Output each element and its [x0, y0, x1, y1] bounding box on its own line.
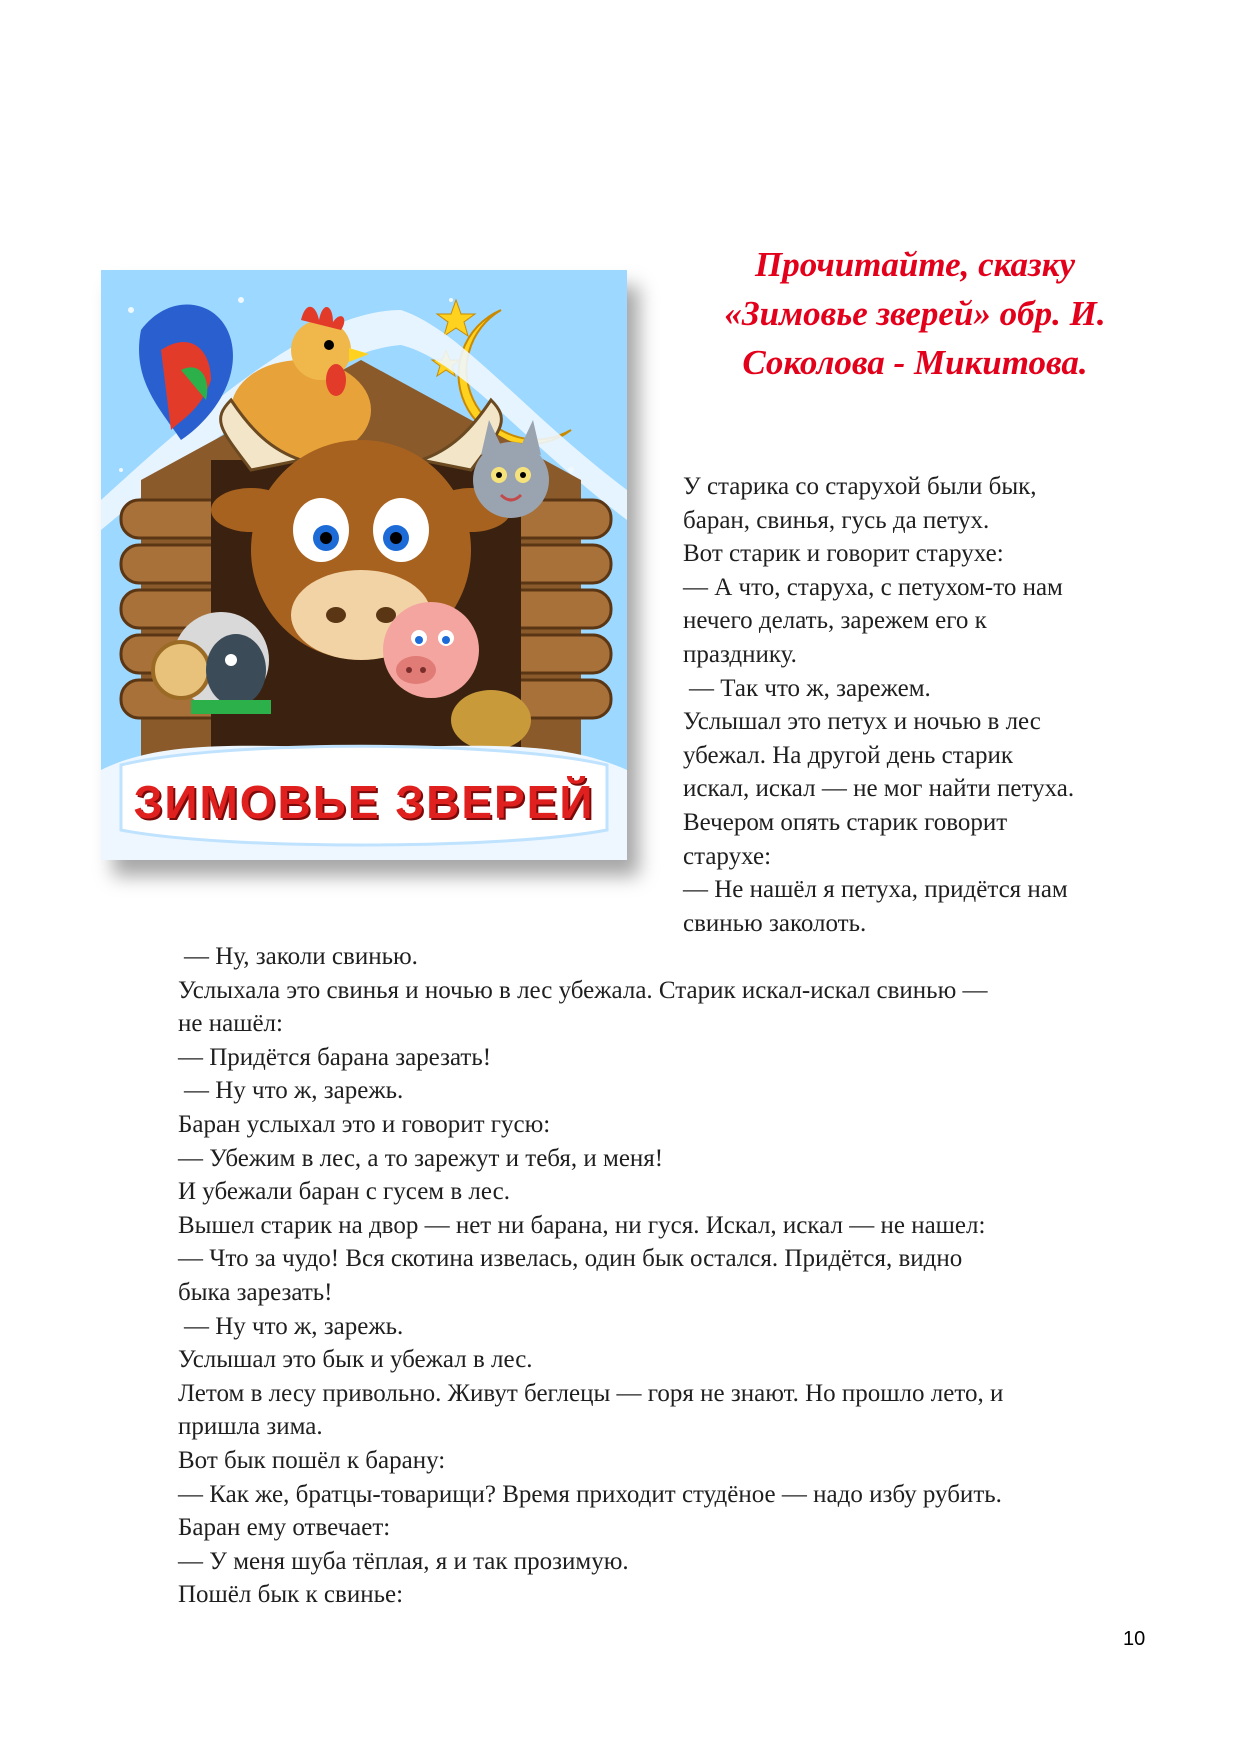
text-line: Услыхала это свинья и ночью в лес убежала. Старик искал-искал свинью —	[178, 976, 988, 1004]
heading-line: Прочитайте, сказку	[755, 245, 1075, 284]
text-line: Вот старик и говорит старухе:	[683, 540, 1004, 568]
text-line: — Так что ж, зарежем.	[689, 674, 931, 702]
text-line: — Как же, братцы-товарищи? Время приходит студёное — надо избу рубить.	[178, 1480, 1002, 1508]
text-line: искал, искал — не мог найти петуха.	[683, 775, 1075, 803]
text-line: Вышел старик на двор — нет ни барана, ни гуся. Искал, искал — не нашел:	[178, 1211, 986, 1239]
text-line: Баран ему отвечает:	[178, 1514, 391, 1542]
text-line: У старика со старухой были бык,	[683, 473, 1037, 500]
page-number: 10	[1123, 1628, 1146, 1650]
text-line: — Придётся барана зарезать!	[178, 1043, 492, 1071]
text-line: быка зарезать!	[178, 1278, 333, 1306]
story-text-right-column	[683, 470, 1074, 940]
cover-title: ЗИМОВЬЕ ЗВЕРЕЙ	[133, 776, 595, 828]
text-line: убежал. На другой день старик	[683, 741, 1014, 769]
text-line: Услышал это бык и убежал в лес.	[178, 1346, 533, 1374]
text-line: баран, свинья, гусь да петух.	[683, 506, 990, 534]
text-line: Вечером опять старик говорит	[683, 808, 1008, 836]
text-line: празднику.	[683, 640, 797, 668]
text-line: — А что, старуха, с петухом-то нам	[683, 573, 1063, 601]
text-line: — Что за чудо! Вся скотина извелась, один бык остался. Придётся, видно	[178, 1245, 963, 1273]
text-line: — Убежим в лес, а то зарежут и тебя, и меня!	[178, 1144, 664, 1172]
book-cover-image	[101, 270, 627, 860]
text-line: — Ну что ж, зарежь.	[184, 1077, 404, 1105]
heading-line: «Зимовье зверей» обр. И.	[724, 294, 1106, 333]
text-line: Летом в лесу привольно. Живут беглецы — горя не знают. Но прошло лето, и	[178, 1379, 1004, 1407]
heading-line: Соколова - Микитова.	[742, 343, 1088, 382]
text-line: Пошёл бык к свинье:	[178, 1581, 404, 1609]
text-line: пришла зима.	[178, 1413, 323, 1441]
text-line: — Ну что ж, зарежь.	[184, 1312, 404, 1340]
text-line: — Ну, заколи свинью.	[184, 943, 418, 970]
story-text-full-width	[178, 940, 1003, 1612]
text-line: свинью заколоть.	[683, 909, 867, 937]
text-line: — У меня шуба тёплая, я и так прозимую.	[178, 1547, 629, 1575]
cover-illustration	[101, 270, 627, 860]
text-line: не нашёл:	[178, 1010, 283, 1038]
text-line: нечего делать, зарежем его к	[683, 607, 987, 635]
page-heading	[665, 240, 1165, 387]
text-line: — Не нашёл я петуха, придётся нам	[683, 876, 1068, 904]
text-line: И убежали баран с гусем в лес.	[178, 1178, 510, 1206]
text-line: Услышал это петух и ночью в лес	[683, 708, 1041, 736]
text-line: Вот бык пошёл к барану:	[178, 1446, 446, 1474]
text-line: Баран услыхал это и говорит гусю:	[178, 1110, 551, 1138]
text-line: старухе:	[683, 842, 772, 870]
